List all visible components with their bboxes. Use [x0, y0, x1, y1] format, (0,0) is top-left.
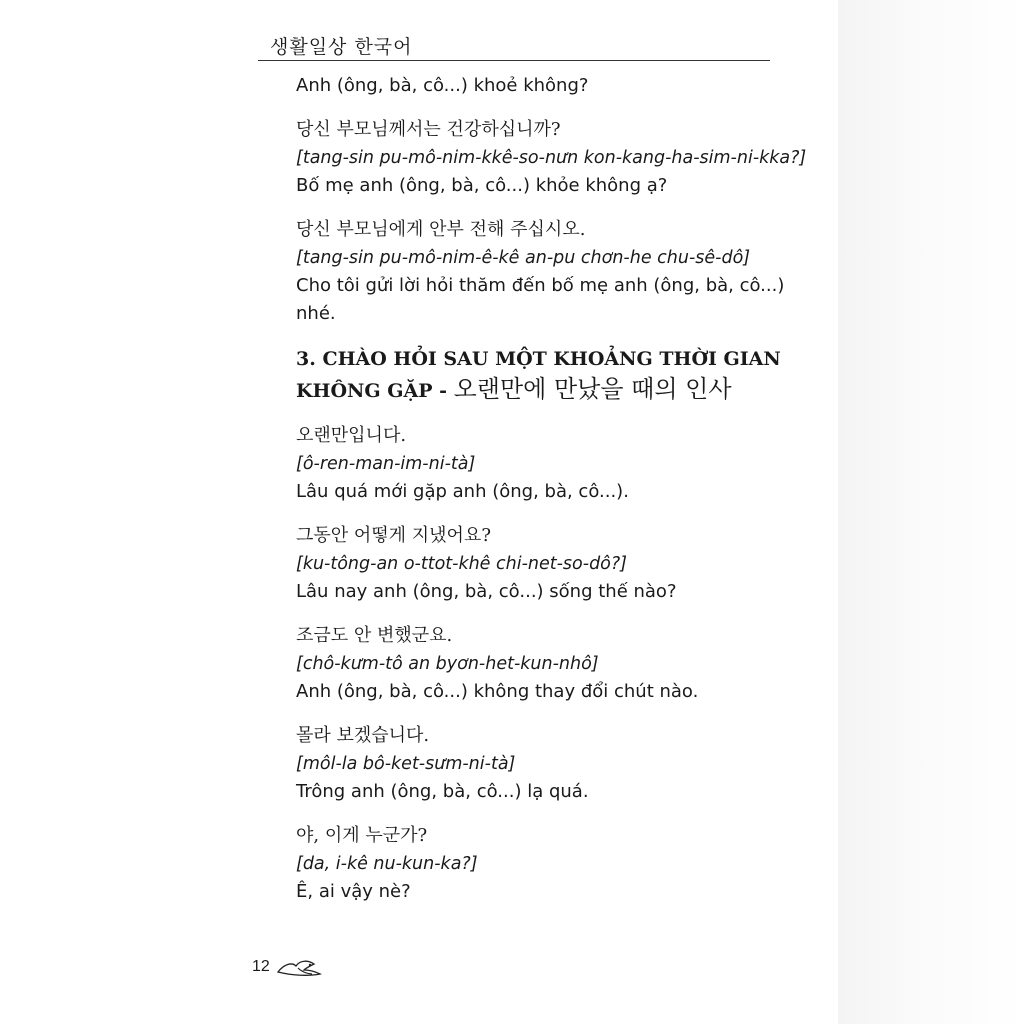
section-heading-line1: 3. CHÀO HỎI SAU MỘT KHOẢNG THỜI GIAN: [296, 348, 781, 370]
vietnamese-meaning: Bố mẹ anh (ông, bà, cô...) khỏe không ạ?: [296, 175, 668, 196]
top-line: Anh (ông, bà, cô...) khoẻ không?: [296, 75, 589, 96]
phrase-entry: [296, 422, 816, 506]
romanization: [chô-kưm-tô an byơn-het-kun-nhô]: [296, 654, 599, 674]
header-title: 생활일상 한국어: [270, 36, 413, 58]
romanization: [tang-sin pu-mô-nim-ê-kê an-pu chơn-he chu-sê-dô]: [296, 248, 751, 268]
phrase-entry: [296, 822, 816, 906]
running-header: [258, 30, 770, 61]
phrase-entry: [296, 622, 816, 706]
section-heading-line2: [296, 374, 816, 406]
section-heading: [296, 344, 816, 406]
korean-phrase: 당신 부모님께서는 건강하십니까?: [296, 119, 561, 140]
page-content: [296, 72, 816, 922]
vietnamese-meaning: Ê, ai vậy nè?: [296, 881, 411, 902]
vietnamese-meaning: Lâu nay anh (ông, bà, cô...) sống thế nào?: [296, 581, 677, 602]
intro-block: [296, 72, 816, 100]
phrase-entry: [296, 216, 816, 328]
section-heading-ko: 오랜만에 만났을 때의 인사: [453, 375, 732, 403]
vietnamese-meaning: Anh (ông, bà, cô...) không thay đổi chút nào.: [296, 681, 699, 702]
romanization: [môl-la bô-ket-sưm-ni-tà]: [296, 754, 516, 774]
romanization: [ô-ren-man-im-ni-tà]: [296, 454, 476, 474]
romanization: [tang-sin pu-mô-nim-kkê-so-nưn kon-kang-ha-sim-ni-kka?]: [296, 148, 807, 168]
korean-phrase: 당신 부모님에게 안부 전해 주십시오.: [296, 219, 586, 240]
vietnamese-meaning: Lâu quá mới gặp anh (ông, bà, cô...).: [296, 481, 629, 502]
korean-phrase: 야, 이게 누군가?: [296, 825, 428, 846]
korean-phrase: 그동안 어떻게 지냈어요?: [296, 525, 491, 546]
romanization: [ku-tông-an o-ttot-khê chi-net-so-dô?]: [296, 554, 628, 574]
vietnamese-meaning: Cho tôi gửi lời hỏi thăm đến bố mẹ anh (ông, bà, cô...): [296, 275, 785, 296]
phrase-entry: [296, 522, 816, 606]
korean-phrase: 몰라 보겠습니다.: [296, 725, 430, 746]
korean-phrase: 오랜만입니다.: [296, 425, 407, 446]
phrase-entry: [296, 116, 816, 200]
vietnamese-meaning-cont: nhé.: [296, 303, 336, 324]
vietnamese-meaning: Trông anh (ông, bà, cô...) lạ quá.: [296, 781, 589, 802]
section-heading-vi: KHÔNG GẶP -: [296, 380, 454, 402]
page-number: 12: [252, 958, 270, 975]
korean-phrase: 조금도 안 변했군요.: [296, 625, 453, 646]
dove-ornament-icon: [274, 954, 322, 978]
page-edge-shadow: [838, 0, 1024, 1024]
phrase-entry: [296, 722, 816, 806]
romanization: [da, i-kê nu-kun-ka?]: [296, 854, 478, 874]
